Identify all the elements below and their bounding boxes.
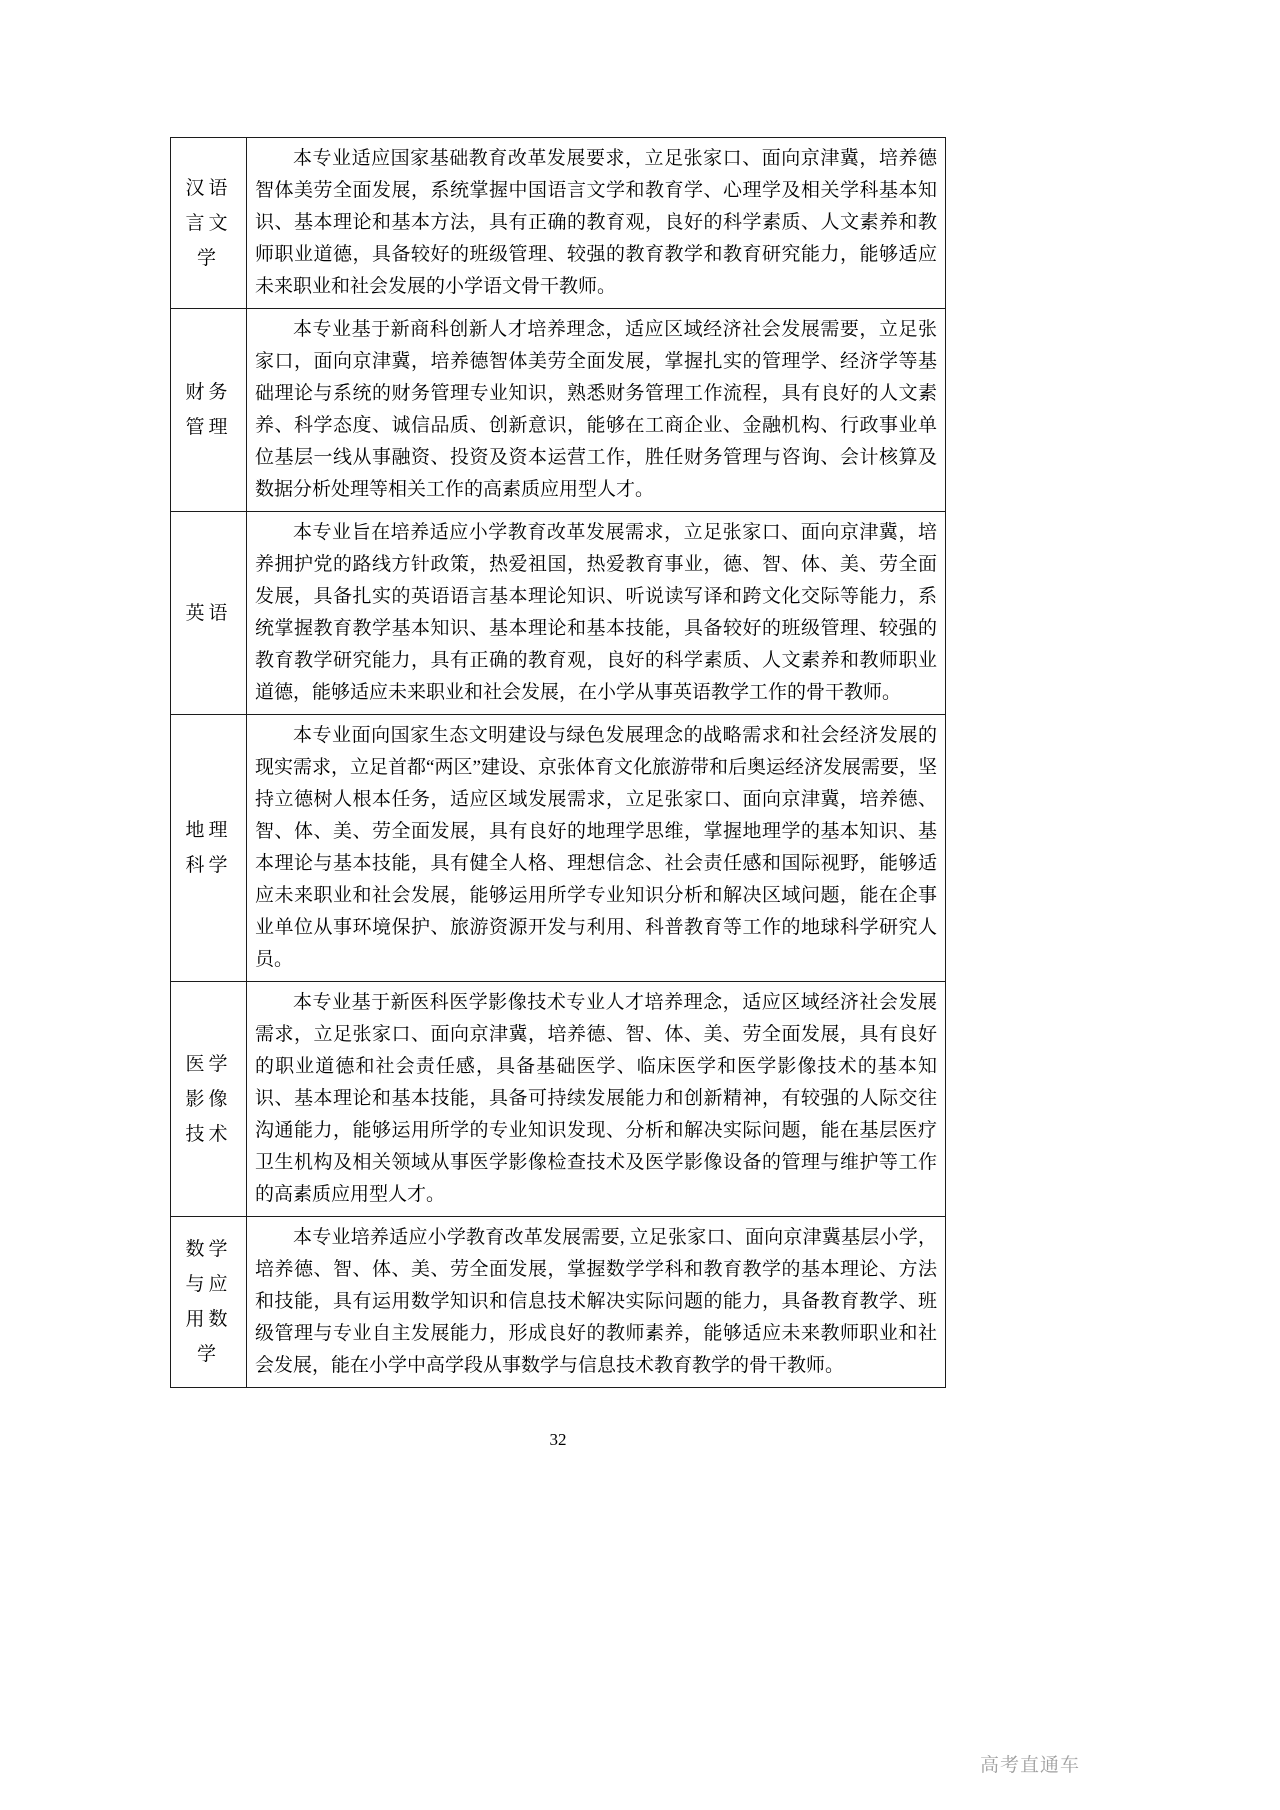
major-description-cell [247,1217,946,1388]
major-description: 本专业培养适应小学教育改革发展需要, 立足张家口、面向京津冀基层小学，培养德、智、体、美、劳全面发展，掌握数学学科和教育教学的基本理论、方法和技能，具有运用数学知识和信息技术解决实际问题的能力，具备教育教学、班级管理与专业自主发展能力，形成良好的教师素养，能够适应未来教师职业和社会发展，能在小学中高学段从事数学与信息技术教育教学的骨干教师。 [255,1227,937,1376]
major-name: 地理科学 [185,820,232,876]
major-name-cell [171,715,247,982]
watermark: 高考直通车 [979,1755,1080,1776]
major-description-cell [247,512,946,715]
major-name-cell [171,138,247,309]
table-row [171,715,946,982]
table-row [171,512,946,715]
major-name: 英语 [185,602,232,624]
major-description-cell [247,982,946,1217]
major-description: 本专业基于新医科医学影像技术专业人才培养理念，适应区域经济社会发展需求，立足张家口、面向京津冀，培养德、智、体、美、劳全面发展，具有良好的职业道德和社会责任感，具备基础医学、临床医学和医学影像技术的基本知识、基本理论和基本技能，具备可持续发展能力和创新精神，有较强的人际交往沟通能力，能够运用所学的专业知识发现、分析和解决实际问题，能在基层医疗卫生机构及相关领域从事医学影像检查技术及医学影像设备的管理与维护等工作的高素质应用型人才。 [255,992,937,1205]
major-description: 本专业面向国家生态文明建设与绿色发展理念的战略需求和社会经济发展的现实需求，立足首都“两区”建设、京张体育文化旅游带和后奥运经济发展需要，坚持立德树人根本任务，适应区域发展需求，立足张家口、面向京津冀，培养德、智、体、美、劳全面发展，具有良好的地理学思维，掌握地理学的基本知识、基本理论与基本技能，具有健全人格、理想信念、社会责任感和国际视野，能够适应未来职业和社会发展，能够运用所学专业知识分析和解决区域问题，能在企事业单位从事环境保护、旅游资源开发与利用、科普教育等工作的地球科学研究人员。 [255,725,937,970]
major-name: 汉语言文学 [185,177,232,269]
major-name-cell [171,309,247,512]
table-row [171,1217,946,1388]
major-name: 数学与应用数学 [185,1239,232,1365]
table-row [171,982,946,1217]
major-name-cell [171,512,247,715]
major-description: 本专业适应国家基础教育改革发展要求，立足张家口、面向京津冀，培养德智体美劳全面发展，系统掌握中国语言文学和教育学、心理学及相关学科基本知识、基本理论和基本方法，具有正确的教育观，良好的科学素质、人文素养和教师职业道德，具备较好的班级管理、较强的教育教学和教育研究能力，能够适应未来职业和社会发展的小学语文骨干教师。 [255,148,937,297]
major-name-cell [171,982,247,1217]
major-description-cell [247,309,946,512]
major-name-cell [171,1217,247,1388]
table-row [171,309,946,512]
major-description: 本专业旨在培养适应小学教育改革发展需求，立足张家口、面向京津冀，培养拥护党的路线方针政策，热爱祖国，热爱教育事业，德、智、体、美、劳全面发展，具备扎实的英语语言基本理论知识、听说读写译和跨文化交际等能力，系统掌握教育教学基本知识、基本理论和基本技能，具备较好的班级管理、较强的教育教学研究能力，具有正确的教育观，良好的科学素质、人文素养和教师职业道德，能够适应未来职业和社会发展，在小学从事英语教学工作的骨干教师。 [255,522,937,703]
major-description-cell [247,138,946,309]
major-name: 财务管理 [185,382,232,438]
major-name: 医学影像技术 [185,1053,232,1145]
major-description: 本专业基于新商科创新人才培养理念，适应区域经济社会发展需要，立足张家口，面向京津冀，培养德智体美劳全面发展，掌握扎实的管理学、经济学等基础理论与系统的财务管理专业知识，熟悉财务管理工作流程，具有良好的人文素养、科学态度、诚信品质、创新意识，能够在工商企业、金融机构、行政事业单位基层一线从事融资、投资及资本运营工作，胜任财务管理与咨询、会计核算及数据分析处理等相关工作的高素质应用型人才。 [255,319,937,500]
table-row [171,138,946,309]
page-number: 32 [549,1430,567,1449]
majors-table [170,137,946,1388]
major-description-cell [247,715,946,982]
